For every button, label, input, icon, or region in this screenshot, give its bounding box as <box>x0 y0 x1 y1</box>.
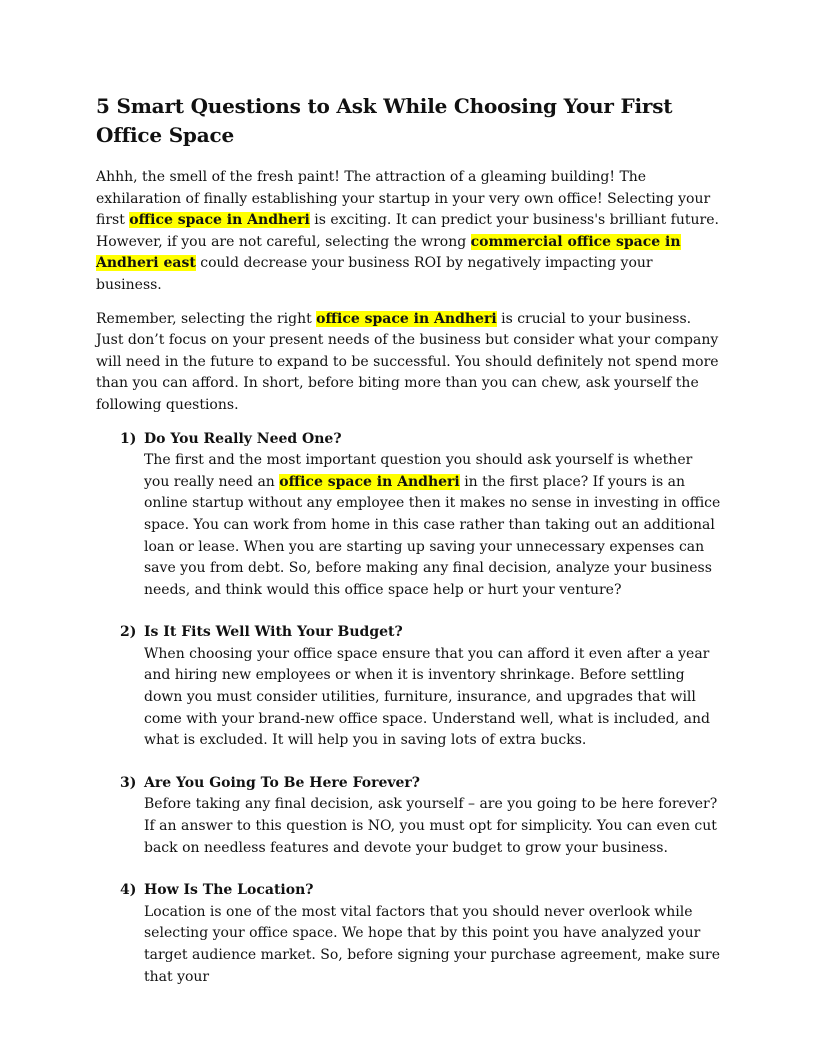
question-answer <box>144 450 722 601</box>
highlight-keyword: office space in Andheri <box>279 473 460 490</box>
document-title: 5 Smart Questions to Ask While Choosing Your First Office Space <box>96 94 673 147</box>
question-number: 1) <box>120 430 137 447</box>
question-heading: Do You Really Need One? <box>144 430 342 447</box>
intro-paragraph-1 <box>96 167 722 297</box>
question-item-1 <box>96 429 722 602</box>
document-page <box>96 92 722 1009</box>
question-answer: Before taking any final decision, ask yourself – are you going to be here forever? If an answer to this question is NO, you must opt for simplicity. You can even cut back on needless features and devote your budget to grow your business. <box>144 796 718 856</box>
highlight-keyword: commercial office space in Andheri east <box>96 233 681 272</box>
question-number: 4) <box>120 882 137 899</box>
intro-text: Remember, selecting the right <box>96 310 317 327</box>
intro-text: could decrease your business ROI by negatively impacting your business. <box>96 255 653 293</box>
question-item-3 <box>96 773 722 859</box>
questions-list <box>96 429 722 989</box>
highlight-keyword: office space in Andheri <box>316 310 497 327</box>
question-answer: When choosing your office space ensure that you can afford it even after a year and hiring new employees or when it is inventory shrinkage. Before settling down you must consider utilities, furniture, insurance, and upgrades that will come with your brand-new office space. Understand well, what is included, and what is excluded. It will help you in saving lots of extra bucks. <box>144 645 710 749</box>
intro-paragraph-2 <box>96 309 722 417</box>
question-heading: Is It Fits Well With Your Budget? <box>144 624 403 641</box>
answer-text: The first and the most important question you should ask yourself is whether you really need an <box>144 452 693 490</box>
question-item-2 <box>96 622 722 752</box>
intro-text: is crucial to your business. Just don’t focus on your present needs of the business but consider what your company will need in the future to expand to be successful. You should definitely not spend more than you can afford. In short, before biting more than you can chew, ask yourself the following questions. <box>96 310 719 413</box>
intro-text: is exciting. It can predict your business's brilliant future. However, if you are not careful, selecting the wrong <box>96 212 719 250</box>
question-heading: How Is The Location? <box>144 882 314 899</box>
question-answer: Location is one of the most vital factors that you should never overlook while selecting your office space. We hope that by this point you have analyzed your target audience market. So, before signing your purchase agreement, make sure that your <box>144 903 721 985</box>
highlight-keyword: office space in Andheri <box>129 212 310 229</box>
question-item-4 <box>96 880 722 988</box>
answer-text: in the first place? If yours is an online startup without any employee then it makes no sense in investing in office space. You can work from home in this case rather than taking out an additional loan or lease. When you are starting up saving your unnecessary expenses can save you from debt. So, before making any final decision, analyze your business needs, and think would this office space help or hurt your venture? <box>144 473 721 598</box>
question-number: 2) <box>120 624 137 641</box>
question-heading: Are You Going To Be Here Forever? <box>144 774 420 791</box>
intro-text: Ahhh, the smell of the fresh paint! The attraction of a gleaming building! The exhilaration of finally establishing your startup in your very own office! Selecting your first <box>96 169 711 229</box>
question-number: 3) <box>120 774 137 791</box>
